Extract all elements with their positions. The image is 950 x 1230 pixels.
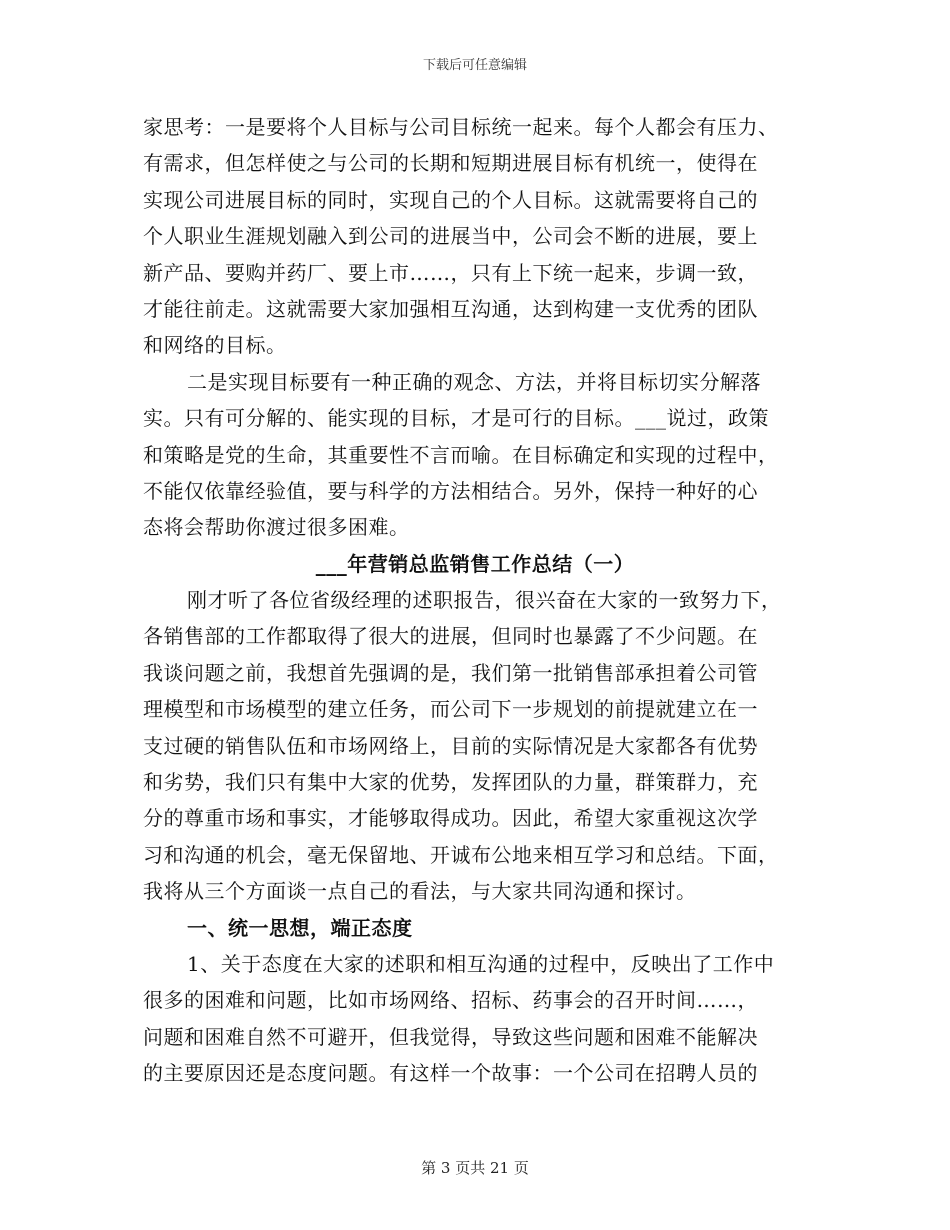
text-line: 实现公司进展目标的同时，实现自己的个人目标。这就需要将自己的 (143, 187, 758, 212)
text-line: 个人职业生涯规划融入到公司的进展当中，公司会不断的进展，要上 (143, 224, 758, 249)
text-line: 和策略是党的生命，其重要性不言而喻。在目标确定和实现的过程中， (143, 442, 779, 467)
text-line: 新产品、要购并药厂、要上市……，只有上下统一起来，步调一致， (143, 260, 758, 285)
text-line: 理模型和市场模型的建立任务，而公司下一步规划的前提就建立在一 (143, 697, 758, 722)
text-line: 各销售部的工作都取得了很大的进展，但同时也暴露了不少问题。在 (143, 624, 758, 649)
text-line: 才能往前走。这就需要大家加强相互沟通，达到构建一支优秀的团队 (143, 296, 758, 321)
text-line: 支过硬的销售队伍和市场网络上，目前的实际情况是大家都各有优势 (143, 733, 758, 758)
page-footer: 第 3 页共 21 页 (421, 1159, 529, 1177)
text-line: 不能仅依靠经验值，要与科学的方法相结合。另外，保持一种好的心 (143, 478, 758, 503)
text-line: 实。只有可分解的、能实现的目标，才是可行的目标。___说过，政策 (143, 406, 769, 431)
text-line: 有需求，但怎样使之与公司的长期和短期进展目标有机统一，使得在 (143, 151, 758, 176)
text-line: 家思考：一是要将个人目标与公司目标统一起来。每个人都会有压力、 (143, 115, 779, 139)
text-line: 我谈问题之前，我想首先强调的是，我们第一批销售部承担着公司管 (143, 660, 758, 685)
text-line: 我将从三个方面谈一点自己的看法，与大家共同沟通和探讨。 (143, 879, 697, 904)
paragraph-first-line: 刚才听了各位省级经理的述职报告，很兴奋在大家的一致努力下， (187, 588, 782, 613)
text-line: 态将会帮助你渡过很多困难。 (143, 515, 410, 540)
text-line: 很多的困难和问题，比如市场网络、招标、药事会的召开时间……， (143, 988, 758, 1013)
text-line: 和劣势，我们只有集中大家的优势，发挥团队的力量，群策群力，充 (143, 770, 758, 795)
paragraph-first-line: 1、关于态度在大家的述职和相互沟通的过程中，反映出了工作中 (187, 951, 775, 976)
text-line: 问题和困难自然不可避开，但我觉得，导致这些问题和困难不能解决 (143, 1024, 758, 1049)
page-header: 下载后可任意编辑 (422, 58, 527, 73)
subsection-heading: 一、统一思想，端正态度 (187, 915, 413, 940)
section-title: ___年营销总监销售工作总结（一） (315, 551, 635, 576)
paragraph-first-line: 二是实现目标要有一种正确的观念、方法，并将目标切实分解落 (187, 369, 761, 394)
text-line: 的主要原因还是态度问题。有这样一个故事：一个公司在招聘人员的 (143, 1061, 758, 1086)
document-body (143, 109, 807, 1092)
text-line: 分的尊重市场和事实，才能够取得成功。因此，希望大家重视这次学 (143, 806, 758, 831)
text-line: 习和沟通的机会，毫无保留地、开诚布公地来相互学习和总结。下面， (143, 842, 779, 867)
text-line: 和网络的目标。 (143, 333, 287, 358)
